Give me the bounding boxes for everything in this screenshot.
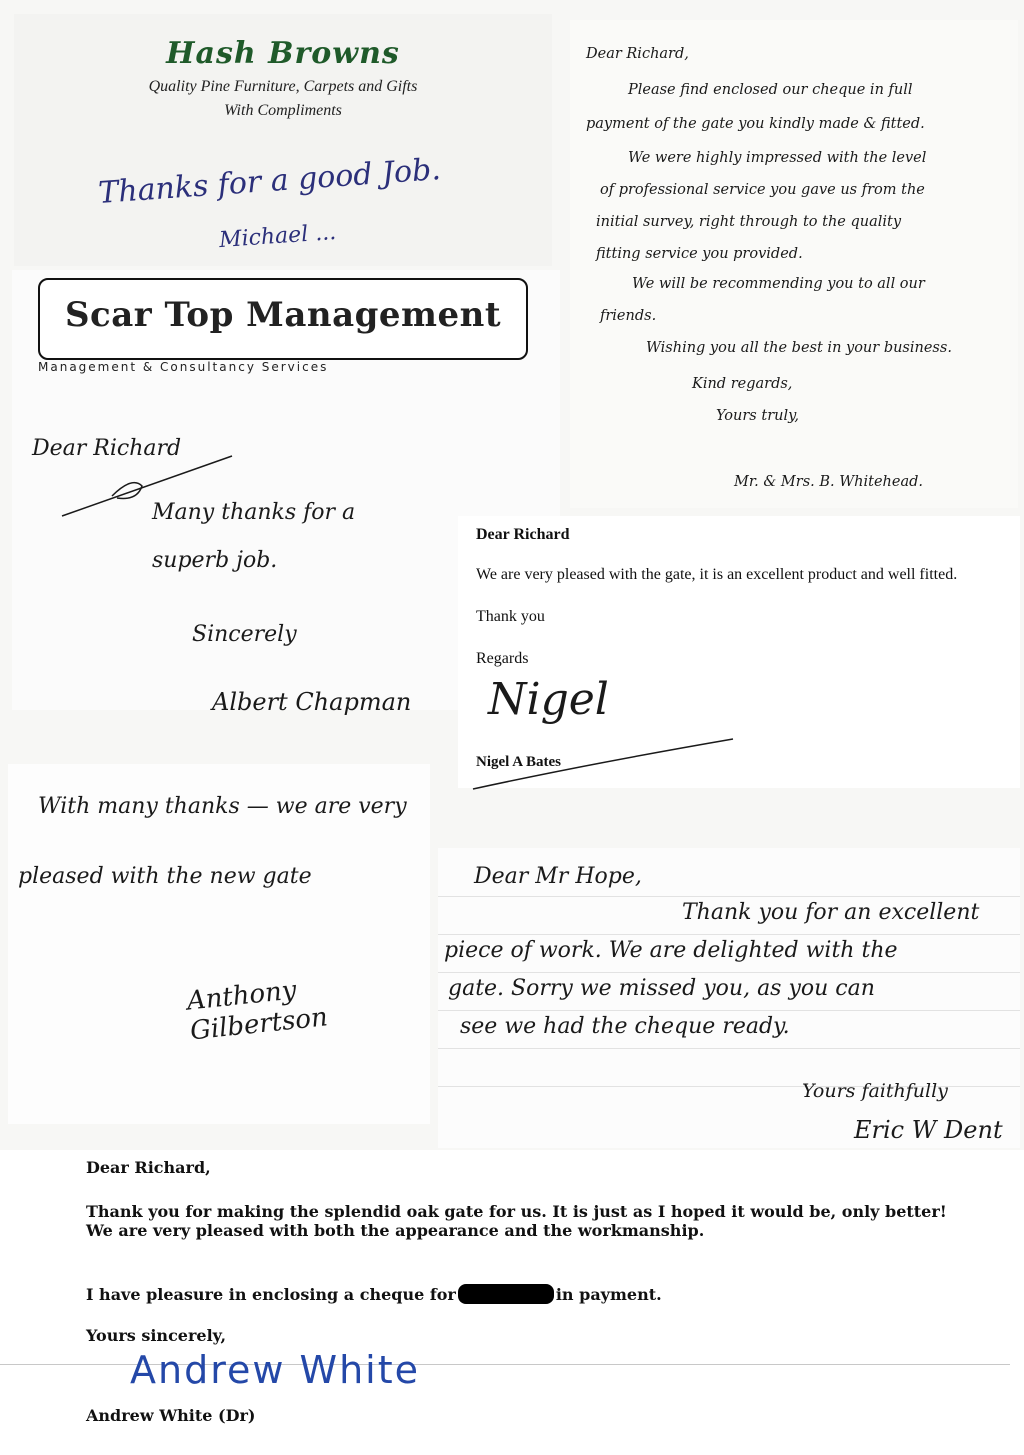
ruled-line	[438, 896, 1020, 897]
whitehead-letter	[570, 20, 1018, 508]
ruled-line	[438, 972, 1020, 973]
hash-browns-handwritten-note: Thanks for a good Job.	[97, 152, 442, 211]
scar-top-signature: Albert Chapman	[212, 688, 412, 716]
hash-browns-compliments-slip	[14, 14, 552, 266]
dent-salutation: Dear Mr Hope,	[474, 864, 642, 889]
nigel-salutation: Dear Richard	[476, 526, 570, 543]
hash-browns-tagline: Quality Pine Furniture, Carpets and Gifts	[148, 78, 418, 95]
white-signature: Andrew White	[130, 1348, 421, 1392]
anthony-line: pleased with the new gate	[18, 864, 312, 889]
scar-top-closing: Sincerely	[192, 622, 297, 647]
scar-top-subtitle: Management & Consultancy Services	[38, 360, 329, 374]
white-body: Thank you for making the splendid oak gate for us. It is just as I hoped it would be, only better! We are very pleased with both the appearance and the workmanship.	[86, 1202, 947, 1240]
white-cheque-text-after: in payment.	[555, 1285, 662, 1304]
whitehead-line: We will be recommending you to all our	[632, 276, 925, 292]
whitehead-line: Wishing you all the best in your business.	[646, 340, 952, 356]
scar-top-logo-box	[38, 278, 528, 360]
whitehead-line: Please find enclosed our cheque in full	[628, 82, 913, 98]
dent-line: see we had the cheque ready.	[460, 1014, 790, 1039]
white-name: Andrew White (Dr)	[86, 1406, 256, 1425]
ruled-line	[438, 934, 1020, 935]
whitehead-line: fitting service you provided.	[596, 246, 803, 262]
redaction-mark	[458, 1284, 554, 1304]
andrew-white-letter	[0, 1150, 1024, 1455]
nigel-thanks: Thank you	[476, 608, 545, 625]
nigel-name: Nigel A Bates	[476, 754, 561, 770]
anthony-line: With many thanks — we are very	[38, 794, 407, 819]
whitehead-line: payment of the gate you kindly made & fitted.	[586, 116, 925, 132]
whitehead-line: Kind regards,	[692, 376, 793, 392]
hash-browns-logo: Hash Browns	[166, 36, 400, 71]
white-cheque-line	[86, 1284, 662, 1304]
anthony-signature: Anthony Gilbertson	[185, 975, 330, 1047]
hash-browns-signature: Michael ...	[218, 219, 337, 254]
ruled-line	[438, 1048, 1020, 1049]
whitehead-line: of professional service you gave us from the	[600, 182, 925, 198]
hash-browns-compliments: With Compliments	[224, 102, 342, 119]
whitehead-line: initial survey, right through to the quality	[596, 214, 902, 230]
nigel-signature: Nigel	[488, 674, 609, 725]
whitehead-line: friends.	[600, 308, 657, 324]
dent-closing: Yours faithfully	[802, 1080, 948, 1102]
nigel-regards: Regards	[476, 650, 529, 667]
nigel-bates-letter	[458, 516, 1020, 788]
scar-top-salutation: Dear Richard	[32, 436, 182, 461]
dent-signature: Eric W Dent	[854, 1116, 1003, 1144]
ruled-line	[438, 1010, 1020, 1011]
whitehead-salutation: Dear Richard,	[586, 46, 689, 62]
anthony-note	[8, 764, 430, 1124]
scar-top-company-name: Scar Top Management	[64, 295, 502, 335]
white-salutation: Dear Richard,	[86, 1158, 211, 1177]
scar-top-body-line: Many thanks for a	[152, 500, 356, 525]
whitehead-line: We were highly impressed with the level	[628, 150, 927, 166]
white-cheque-text: I have pleasure in enclosing a cheque for	[86, 1285, 456, 1304]
dent-line: Thank you for an excellent	[682, 900, 980, 925]
dent-line: piece of work. We are delighted with the	[444, 938, 898, 963]
nigel-body: We are very pleased with the gate, it is an excellent product and well fitted.	[476, 566, 958, 583]
dent-letter	[438, 848, 1020, 1148]
whitehead-signature: Mr. & Mrs. B. Whitehead.	[734, 474, 923, 490]
white-closing: Yours sincerely,	[86, 1326, 227, 1345]
dent-line: gate. Sorry we missed you, as you can	[448, 976, 875, 1001]
whitehead-line: Yours truly,	[716, 408, 799, 424]
scar-top-body-line: superb job.	[152, 548, 278, 573]
